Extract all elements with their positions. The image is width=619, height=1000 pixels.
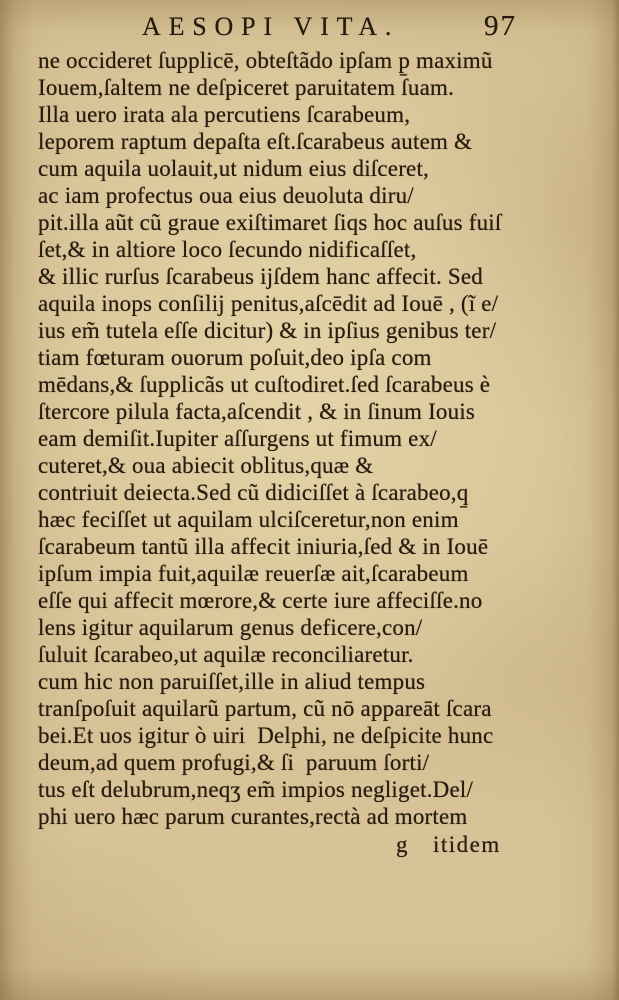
text-line: tranſpoſuit aquilarũ partum, cũ nō appareāt ſcara [38, 696, 492, 721]
signature-mark: g [396, 832, 408, 857]
text-line: cuteret,& oua abiecit oblitus,quæ & [38, 453, 374, 478]
text-line: tiam fœturam ouorum poſuit,deo ipſa com [38, 345, 432, 370]
text-line: lens igitur aquilarum genus deficere,con/ [38, 615, 423, 640]
text-line: ne occideret ſupplicē, obteſtãdo ipſam p̱ maximũ [38, 48, 493, 73]
text-line: cum aquila uolauit,ut nidum eius diſceret, [38, 156, 429, 181]
header-title: AESOPI VITA. [142, 12, 400, 41]
text-line: & illic rurſus ſcarabeus ijſdem hanc affecit. Sed [38, 264, 483, 289]
text-line: ac iam profectus oua eius deuoluta diru/ [38, 183, 414, 208]
text-line: eſſe qui affecit mœrore,& certe iure affeciſſe.no [38, 588, 483, 613]
text-line: ius em̃ tutela eſſe dicitur) & in ipſius genibus ter/ [38, 318, 497, 343]
text-line: tus eſt delubrum,neqʒ em̃ impios negliget.Del/ [38, 777, 474, 802]
text-line: mēdans,& ſupplicãs ut cuſtodiret.ſed ſcarabeus è [38, 372, 491, 397]
text-line: eam demiſit.Iupiter aſſurgens ut fimum ex/ [38, 426, 437, 451]
signature-line [0, 831, 619, 861]
text-line: deum,ad quem profugi,& ſi paruum ſorti/ [38, 750, 430, 775]
text-line: phi uero hæc parum curantes,rectà ad mortem [38, 804, 468, 829]
text-line: ſtercore pilula facta,aſcendit , & in ſinum Iouis [38, 399, 476, 424]
text-line: aquila inops conſilij penitus,aſcēdit ad Iouē , (ĩ e/ [38, 291, 499, 316]
text-line: hæc feciſſet ut aquilam ulciſceretur,non enim [38, 507, 459, 532]
text-line: contriuit deiecta.Sed cũ didiciſſet à ſcarabeo,q̱ [38, 480, 469, 505]
catchword: itidem [433, 832, 501, 857]
text-line: ſuluit ſcarabeo,ut aquilæ reconciliaretur. [38, 642, 414, 667]
running-header [0, 12, 619, 44]
text-line: pit.illa aũt cũ graue exiſtimaret ſiqs hoc auſus fuiſ [38, 210, 502, 235]
text-line: ſet,& in altiore loco ſecundo nidificaſſet, [38, 237, 417, 262]
text-line: Iouem,ſaltem ne deſpiceret paruitatem ſuam. [38, 75, 455, 100]
text-line: cum hic non paruiſſet,ille in aliud tempus [38, 669, 426, 694]
page-number: 97 [484, 10, 517, 42]
body-text [38, 47, 598, 830]
text-line: ipſum impia fuit,aquilæ reuerſæ ait,ſcarabeum [38, 561, 469, 586]
text-line: Illa uero irata ala percutiens ſcarabeum, [38, 102, 411, 127]
text-line: bei.Et uos igitur ò uiri Delphi, ne deſpicite hunc [38, 723, 494, 748]
text-line: ſcarabeum tantũ illa affecit iniuria,ſed & in Iouē [38, 534, 489, 559]
text-line: leporem raptum depaſta eſt.ſcarabeus autem & [38, 129, 473, 154]
